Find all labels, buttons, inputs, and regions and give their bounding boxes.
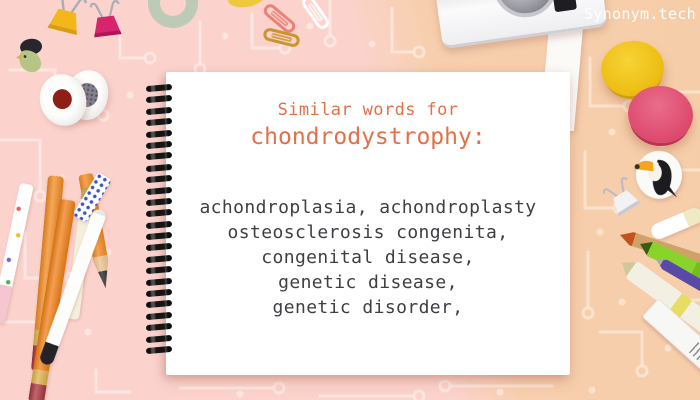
bird-figurine-icon [10,34,50,78]
spiral-coil [146,346,172,354]
synonym-line: genetic disease, [278,272,458,293]
spiral-coil [146,107,172,115]
spiral-coil [146,95,172,103]
spiral-coil [146,84,172,92]
spiral-coil [146,300,172,308]
heading-line2: chondrodystrophy: [250,124,486,150]
spiral-coil [146,152,172,160]
synonym-line: congenital disease, [261,247,475,268]
heading-line1: Similar words for [277,100,459,120]
site-logo: Synonym.tech [584,5,696,23]
spiral-coil [146,243,172,251]
notebook-page [166,72,570,375]
spiral-coil [146,186,172,194]
spiral-coil [146,323,172,331]
spiral-coil [146,255,172,263]
spiral-coil [146,334,172,342]
spiral-coil [146,278,172,286]
spiral-coil [146,118,172,126]
spiral-coil [146,221,172,229]
spiral-coil [146,209,172,217]
spiral-coil [146,141,172,149]
synonym-line: genetic disorder, [272,297,464,318]
spiral-coil [146,232,172,240]
synonym-line: osteosclerosis congenita, [227,222,509,243]
spiral-coil [146,175,172,183]
spiral-coil [146,198,172,206]
spiral-coil [146,312,172,320]
synonym-list [166,195,570,320]
spiral-coil [146,266,172,274]
binder-clip-pink-icon [83,0,130,46]
spiral-coil [146,164,172,172]
spiral-coil [146,289,172,297]
spiral-binding [146,85,172,358]
synonym-line: achondroplasia, achondroplasty [199,197,537,218]
spiral-coil [146,129,172,137]
heading [166,72,570,152]
